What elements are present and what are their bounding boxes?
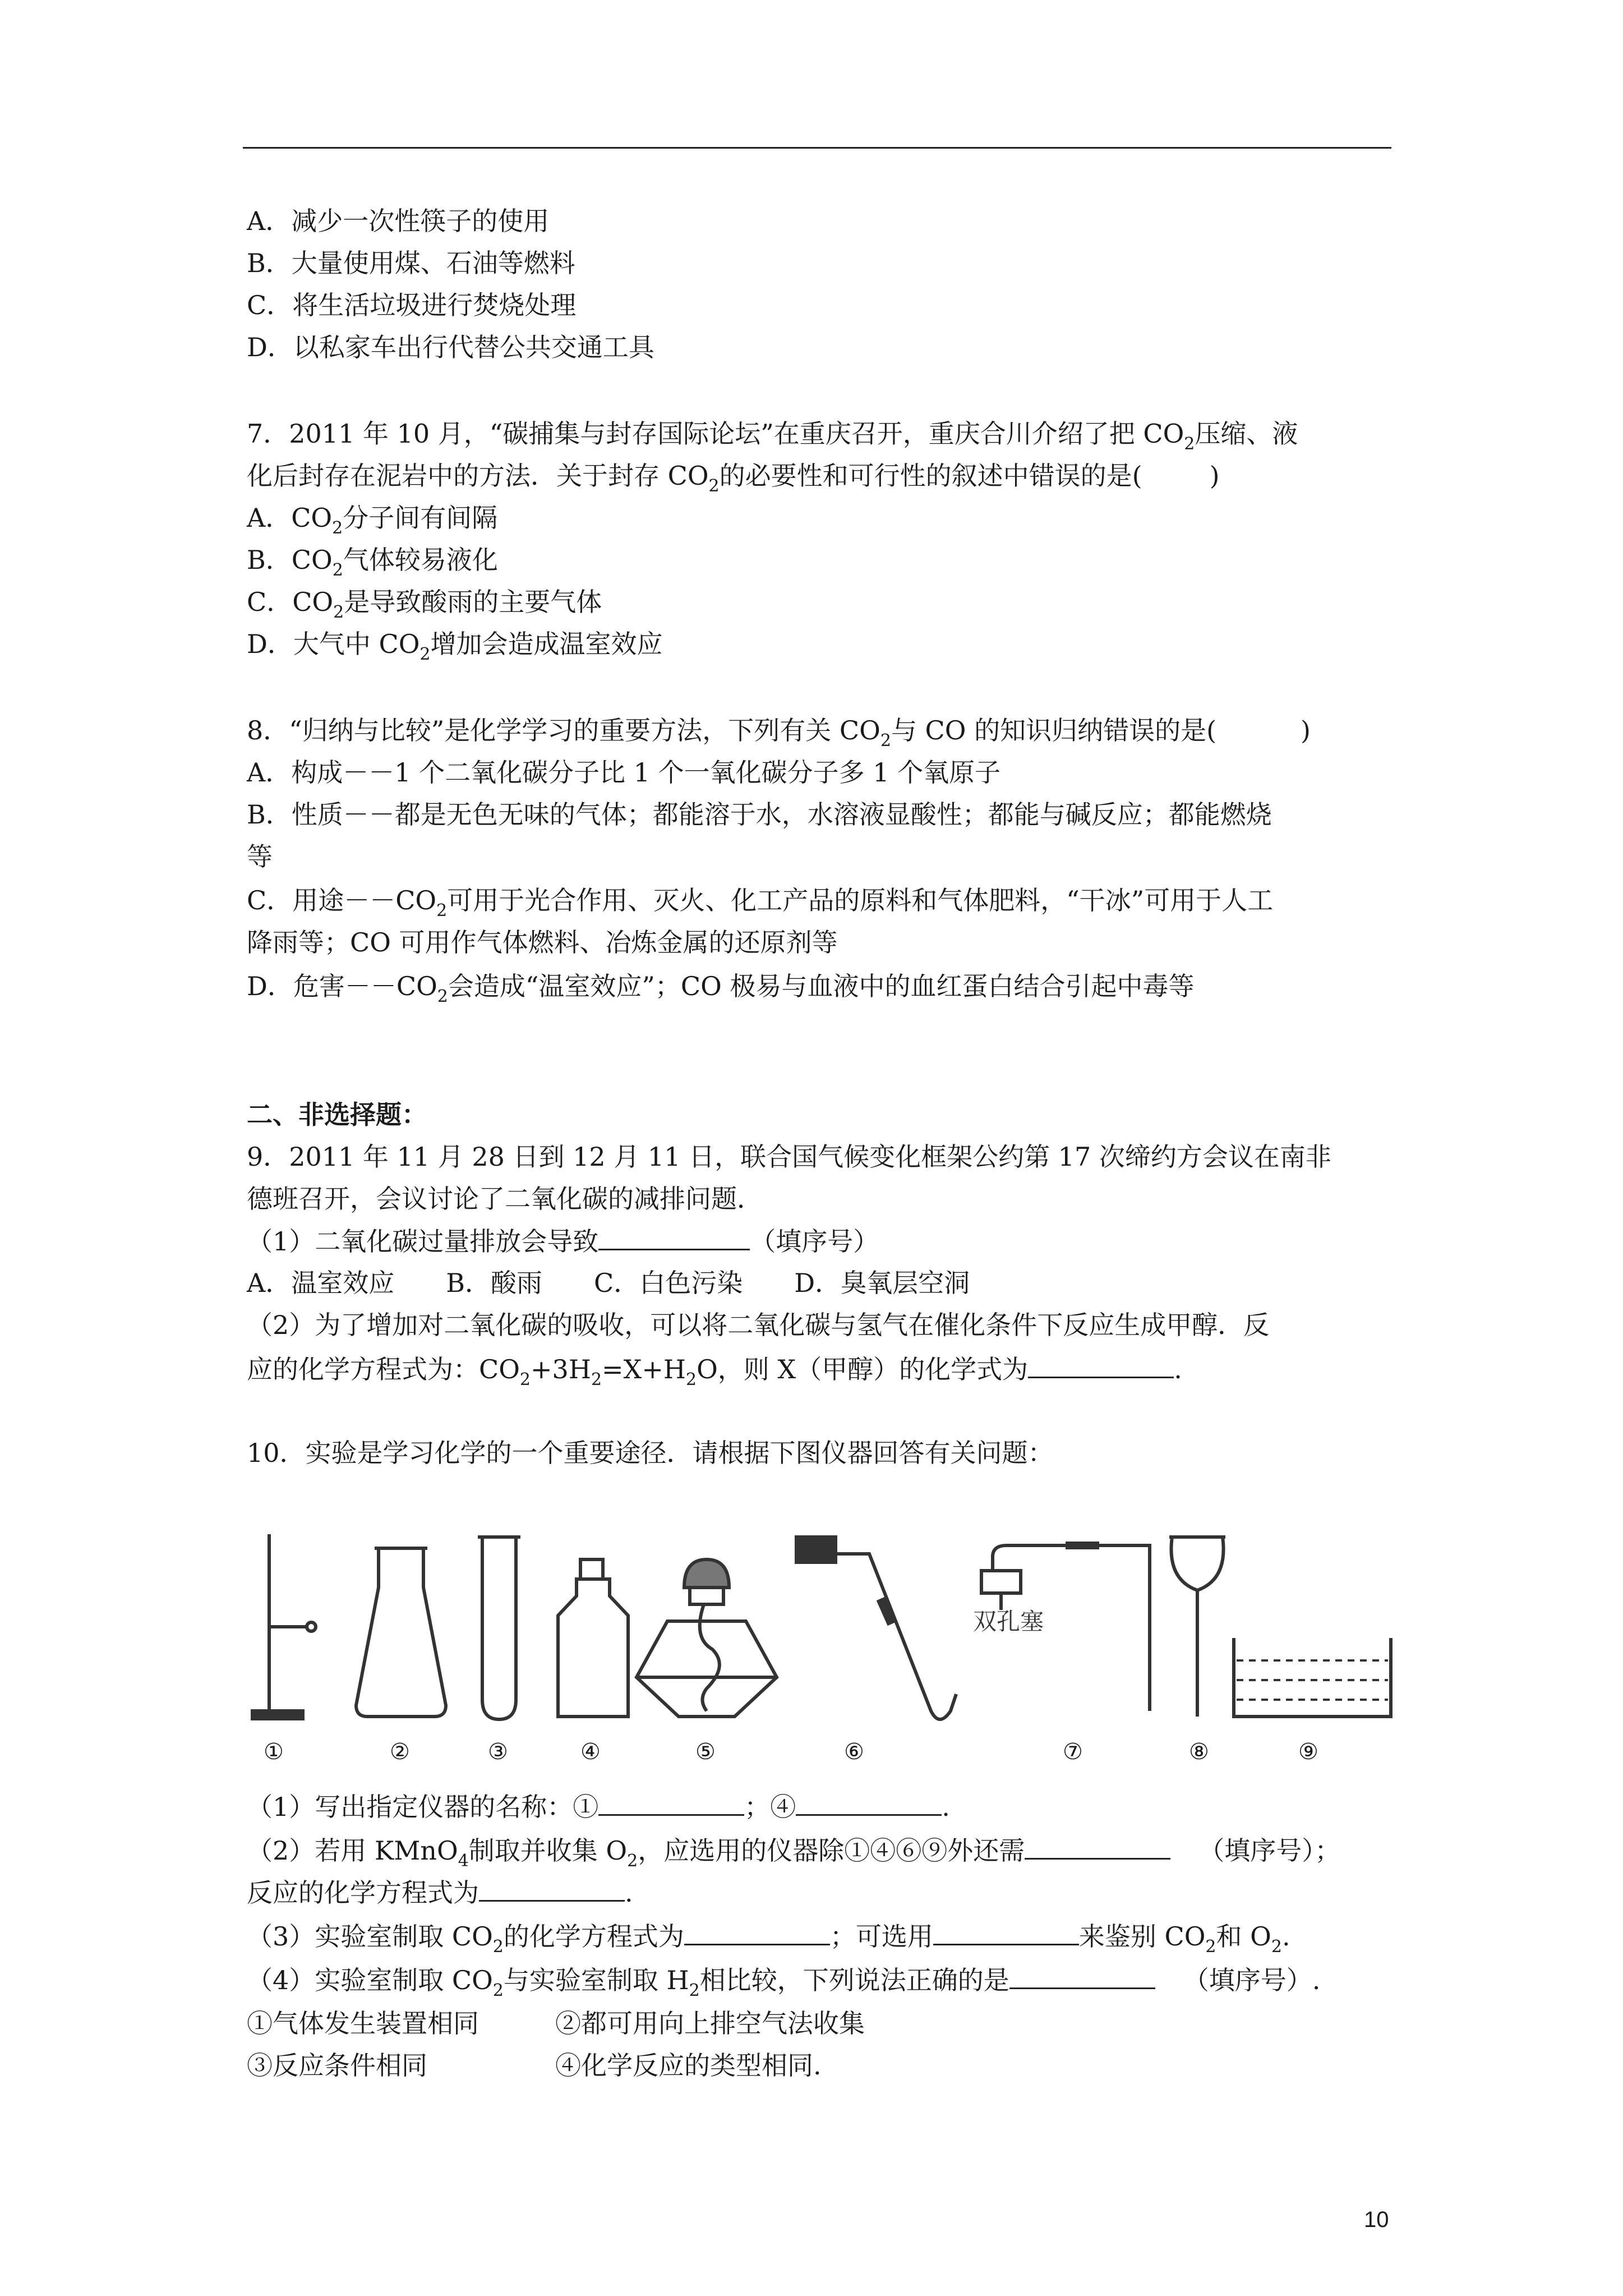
- q6-option-a: A．减少一次性筷子的使用: [247, 206, 550, 236]
- q7-option-a: A．$CO_2$分子间有间隔: [247, 503, 498, 538]
- test-tube-icon: [478, 1537, 520, 1719]
- q7-stem-line1: 7．2011 年 10 月，“碳捕集与封存国际论坛”在重庆召开，重庆合川介绍了把 $CO_2$压缩、液: [247, 418, 1298, 454]
- q10-answer-blank-3[interactable]: [1025, 1833, 1170, 1860]
- q10-answer-blank-2[interactable]: [796, 1789, 942, 1816]
- page-number: 10: [1364, 2207, 1389, 2232]
- caption-6: ⑥: [844, 1739, 864, 1765]
- q8-option-c-line2: 降雨等；CO 可用作气体燃料、冶炼金属的还原剂等: [247, 927, 838, 958]
- q10-answer-blank-1[interactable]: [598, 1789, 744, 1816]
- q10-answer-blank-4[interactable]: [479, 1875, 625, 1902]
- q8-option-d: D．危害$--CO_2$会造成“温室效应”；CO 极易与血液中的血红蛋白结合引起中毒等: [247, 971, 1195, 1006]
- caption-2: ②: [390, 1739, 410, 1765]
- q9-part2-line1: （2）为了增加对二氧化碳的吸收，可以将二氧化碳与氢气在催化条件下反应生成甲醇．反: [247, 1310, 1270, 1340]
- caption-4: ④: [580, 1739, 601, 1765]
- caption-9: ⑨: [1298, 1739, 1318, 1765]
- caption-3: ③: [488, 1739, 508, 1765]
- q10-part4-options-row2: ③反应条件相同 ④化学反应的类型相同.: [247, 2050, 822, 2081]
- q10-part2-line2: 反应的化学方程式为 .: [247, 1875, 633, 1910]
- q9-answer-blank-1[interactable]: [598, 1224, 750, 1250]
- q10-part1: （1）写出指定仪器的名称：① ；④ .: [247, 1789, 950, 1824]
- bent-glass-tube-icon: [796, 1537, 956, 1719]
- caption-5: ⑤: [695, 1739, 716, 1765]
- q10-answer-blank-5[interactable]: [684, 1919, 830, 1945]
- water-trough-icon: [1234, 1638, 1391, 1717]
- q9-part1: （1）二氧化碳过量排放会导致 （填序号）: [247, 1224, 879, 1258]
- apparatus-drawing: [241, 1526, 1402, 1773]
- alcohol-lamp-icon: [637, 1559, 777, 1717]
- section-heading: 二、非选择题：: [247, 1099, 427, 1130]
- q10-part4: （4）实验室制取 $CO_2$与实验室制取 $H_2$相比较，下列说法正确的是 （填序号）.: [247, 1963, 1320, 2001]
- q10-part3: （3）实验室制取 $CO_2$的化学方程式为 ；可选用 来鉴别 $CO_2$和 $O_2$.: [247, 1919, 1290, 1957]
- q10-part2-line1: （2）若用 KMnO$_4$制取并收集 $O_2$，应选用的仪器除①④⑥⑨外还需 （填序号）；: [247, 1833, 1340, 1871]
- q8-stem: 8．“归纳与比较”是化学学习的重要方法，下列有关 $CO_2$与 CO 的知识归纳错误的是( ): [247, 715, 1311, 751]
- q9-part1-options: A．温室效应 B．酸雨 C．白色污染 D．臭氧层空洞: [247, 1268, 970, 1298]
- header-rule: [243, 147, 1391, 149]
- q9-stem-line1: 9．2011 年 11 月 28 日到 12 月 11 日，联合国气候变化框架公约第 17 次缔约方会议在南非: [247, 1142, 1331, 1172]
- q8-option-b-line2: 等: [247, 841, 273, 872]
- lab-apparatus-figure: [241, 1526, 1402, 1773]
- conical-flask-icon: [356, 1548, 446, 1717]
- q9-answer-blank-2[interactable]: [1028, 1352, 1174, 1378]
- q8-option-a: A．构成－－1 个二氧化碳分子比 1 个一氧化碳分子多 1 个氧原子: [247, 757, 1001, 788]
- q6-option-d: D．以私家车出行代替公共交通工具: [247, 332, 654, 362]
- iron-stand-icon: [252, 1534, 316, 1719]
- caption-7: ⑦: [1063, 1739, 1083, 1765]
- q7-option-b: B．$CO_2$气体较易液化: [247, 545, 498, 580]
- q10-part4-options-row1: ①气体发生装置相同 ②都可用向上排空气法收集: [247, 2008, 865, 2039]
- q7-stem-line2: 化后封存在泥岩中的方法．关于封存 $CO_2$的必要性和可行性的叙述中错误的是( ): [247, 461, 1220, 496]
- q7-option-c: C．$CO_2$是导致酸雨的主要气体: [247, 587, 602, 622]
- q10-answer-blank-6[interactable]: [933, 1919, 1079, 1945]
- q6-option-b: B．大量使用煤、石油等燃料: [247, 248, 575, 278]
- stopper-label: 双孔塞: [973, 1608, 1044, 1635]
- q10-stem: 10．实验是学习化学的一个重要途径．请根据下图仪器回答有关问题：: [247, 1438, 1054, 1468]
- q10-answer-blank-7[interactable]: [1009, 1963, 1155, 1989]
- q9-part2-line2: 应的化学方程式为：$CO_2+3H_2=X+H_2O$，则 X（甲醇）的化学式为 .: [247, 1352, 1182, 1390]
- caption-1: ①: [264, 1739, 284, 1765]
- q6-option-c: C．将生活垃圾进行焚烧处理: [247, 290, 577, 320]
- caption-8: ⑧: [1189, 1739, 1209, 1765]
- q9-stem-line2: 德班召开，会议讨论了二氧化碳的减排问题．: [247, 1184, 763, 1214]
- long-neck-funnel-icon: [1169, 1537, 1225, 1717]
- q8-option-b-line1: B．性质－－都是无色无味的气体；都能溶于水，水溶液显酸性；都能与碱反应；都能燃烧: [247, 799, 1272, 830]
- q8-option-c-line1: C．用途$--CO_2$可用于光合作用、灭火、化工产品的原料和气体肥料，“干冰”可用于人工: [247, 885, 1274, 921]
- gas-bottle-icon: [558, 1559, 628, 1717]
- q7-option-d: D．大气中 $CO_2$增加会造成温室效应: [247, 629, 663, 664]
